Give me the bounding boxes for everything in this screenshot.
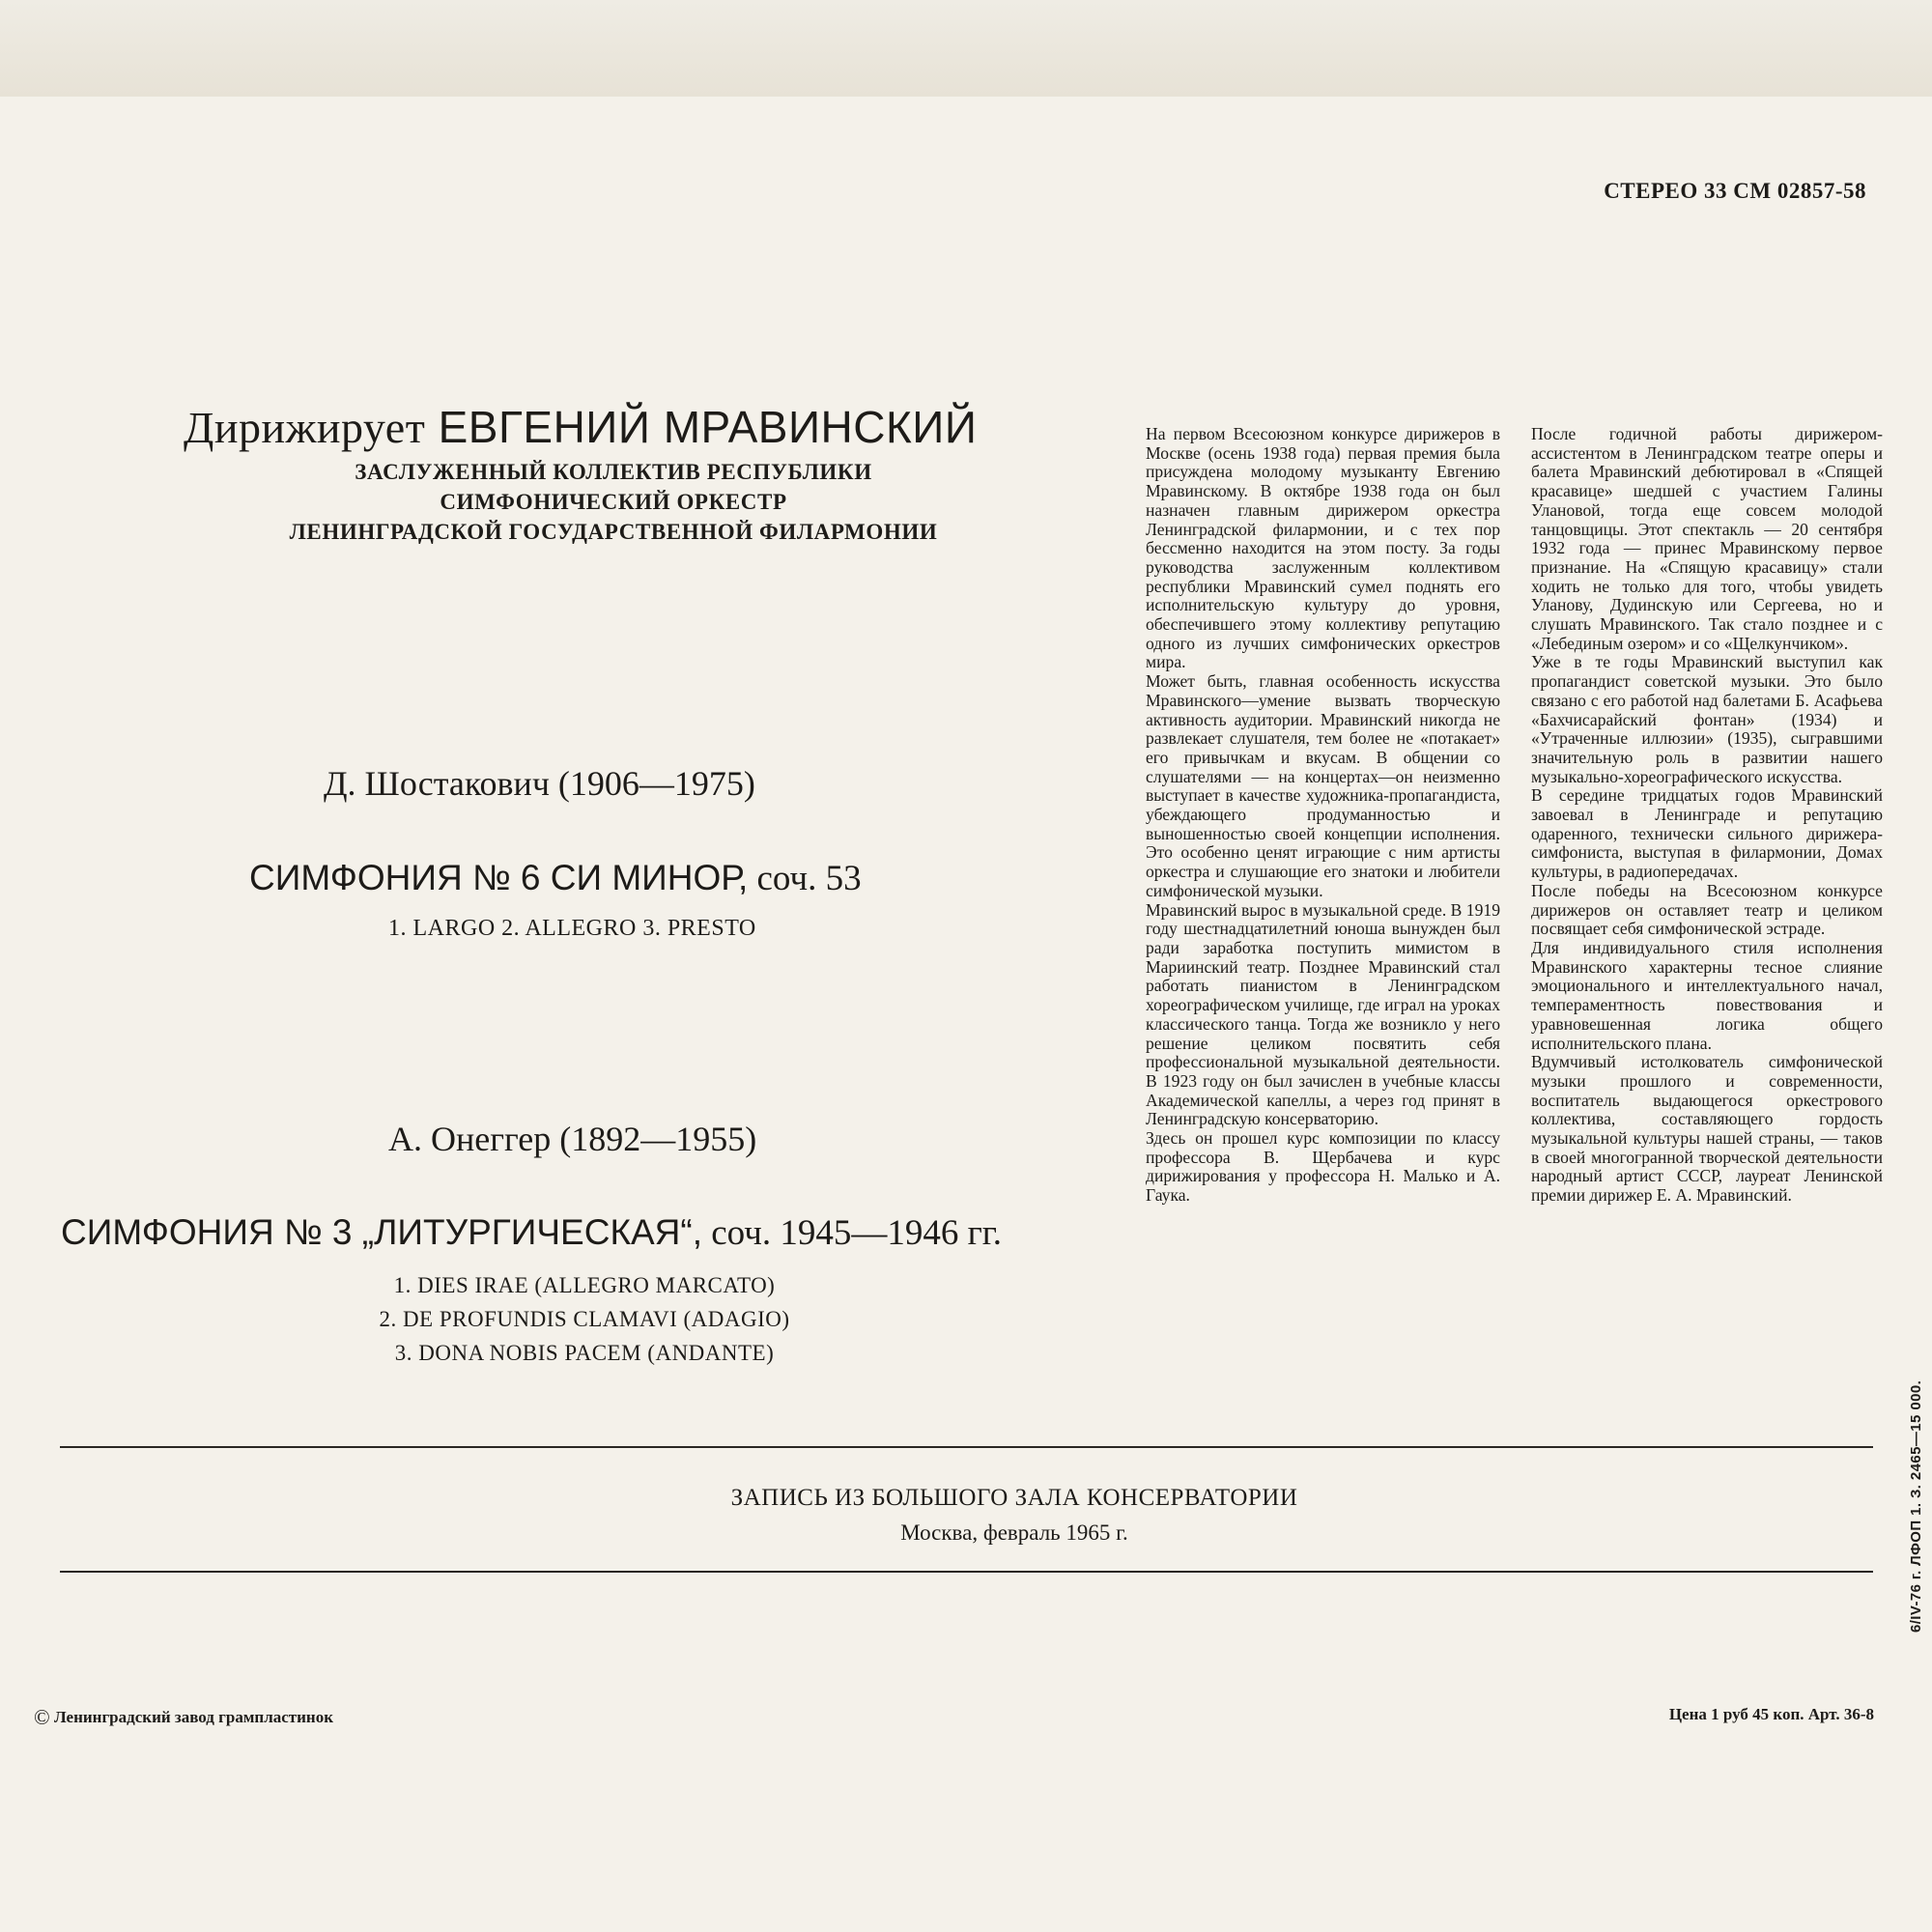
liner-paragraph: В середине тридцатых годов Мравинский завоевал в Ленинграде и репутацию одаренного, технически сильного дирижера-симфониста, выступая в филармонии, Домах культуры, в радиопередачах. [1531, 785, 1883, 882]
divider [60, 1571, 1873, 1573]
orchestra-line: ЗАСЛУЖЕННЫЙ КОЛЛЕКТИВ РЕСПУБЛИКИ [355, 460, 872, 484]
copyright-icon: © [34, 1705, 50, 1729]
composer-honegger: А. Онеггер (1892—1955) [388, 1120, 757, 1158]
orchestra-line: ЛЕНИНГРАДСКОЙ ГОСУДАРСТВЕННОЙ ФИЛАРМОНИИ [289, 520, 938, 544]
work-opus: соч. 53 [756, 859, 862, 898]
work-opus: соч. 1945—1946 гг. [711, 1213, 1003, 1253]
work-title [61, 1212, 1002, 1254]
liner-paragraph: Может быть, главная особенность искусства Мравинского—умение вызвать творческую активность аудитории. Мравинский никогда не развлекает слушателя, тем более не «потакает» его привычкам и вкусам. В общении со слушателями — на концертах—он неизменно выступает в качестве художника-пропагандиста, убеждающего продуманностью и выношенностью своей концепции исполнения. Это особенно ценят играющие с ним артисты оркестра и слушающие его знатоки и любители симфонической музыки. [1146, 671, 1500, 900]
orchestra-line: СИМФОНИЧЕСКИЙ ОРКЕСТР [440, 490, 787, 514]
conductor-name: ЕВГЕНИЙ МРАВИНСКИЙ [438, 402, 978, 452]
liner-paragraph: После победы на Всесоюзном конкурсе дирижеров он оставляет театр и целиком посвящает себя симфонической эстраде. [1531, 880, 1883, 939]
work-title-text: СИМФОНИЯ № 3 „ЛИТУРГИЧЕСКАЯ“, [61, 1212, 702, 1252]
liner-paragraph: Уже в те годы Мравинский выступил как пропагандист советской музыки. Это было связано с его работой над балетами Б. Асафьева «Бахчисарайский фонтан» (1934) и «Утраченные иллюзии» (1935), сыгравшими значительную роль в развитии нашего музыкально-хореографического искусства. [1531, 652, 1883, 786]
catalog-number: СТЕРЕО 33 СМ 02857-58 [1604, 179, 1866, 203]
movement-item: 2. DE PROFUNDIS CLAMAVI (ADAGIO) [379, 1307, 790, 1331]
recording-date: Москва, февраль 1965 г. [900, 1520, 1128, 1545]
movement-item: 1. DIES IRAE (ALLEGRO MARCATO) [393, 1273, 776, 1297]
conductor-prefix: Дирижирует [184, 403, 426, 452]
conductor-heading [184, 401, 977, 453]
liner-paragraph: Вдумчивый истолкователь симфонической музыки прошлого и современности, воспитатель выдающегося оркестрового коллектива, составляющего гордость музыкальной культуры нашей страны, — таков в своей многогранной творческой деятельности народный артист СССР, лауреат Ленинской премии дирижер Е. А. Мравинский. [1531, 1052, 1883, 1206]
work-title-text: СИМФОНИЯ № 6 СИ МИНОР, [249, 858, 749, 897]
copyright-text: Ленинградский завод грампластинок [53, 1708, 334, 1726]
liner-notes-left-column [1146, 425, 1500, 1206]
copyright-line [34, 1705, 333, 1730]
recording-venue: ЗАПИСЬ ИЗ БОЛЬШОГО ЗАЛА КОНСЕРВАТОРИИ [730, 1485, 1298, 1511]
liner-paragraph: После годичной работы дирижером-ассистентом в Ленинградском театре оперы и балета Мравинский дебютировал в «Спящей красавице» шедшей с участием Галины Улановой, тогда еще совсем молодой танцовщицы. Этот спектакль — 20 сентября 1932 года — принес Мравинскому первое признание. На «Спящую красавицу» стали ходить не только для того, чтобы увидеть Уланову, Дудинскую или Сергеева, но и слушать Мравинского. Так стало позднее и с «Лебединым озером» и со «Щелкунчиком». [1531, 424, 1883, 653]
sleeve-top-edge [0, 0, 1932, 97]
liner-paragraph: Здесь он прошел курс композиции по классу профессора В. Щербачева и курс дирижирования у профессора Н. Малько и А. Гаука. [1146, 1128, 1500, 1206]
print-code: 6/IV-76 г. ЛФОП 1. З. 2465—15 000. [1908, 1379, 1924, 1633]
liner-paragraph: Для индивидуального стиля исполнения Мравинского характерны тесное слияние эмоционального и интеллектуального начал, темпераментность повествования и уравновешенная логика общего исполнительского плана. [1531, 937, 1883, 1053]
movement-item: 3. DONA NOBIS PACEM (ANDANTE) [394, 1341, 775, 1365]
liner-notes-right-column [1531, 425, 1883, 1206]
divider [60, 1446, 1873, 1448]
work-title [249, 858, 862, 899]
liner-paragraph: Мравинский вырос в музыкальной среде. В 1919 году шестнадцатилетний юноша вынужден был ради заработка поступить мимистом в Мариинский театр. Позднее Мравинский стал работать пианистом в Ленинградском хореографическом училище, где играл на уроках классического танца. Тогда же возникло у него решение целиком посвятить себя профессиональной музыкальной деятельности. В 1923 году он был зачислен в учебные классы Академической капеллы, а через год принят в Ленинградскую консерваторию. [1146, 899, 1500, 1129]
movement-list: 1. LARGO 2. ALLEGRO 3. PRESTO [388, 916, 756, 941]
composer-shostakovich: Д. Шостакович (1906—1975) [324, 764, 755, 803]
price-line: Цена 1 руб 45 коп. Арт. 36-8 [1668, 1705, 1874, 1723]
liner-paragraph: На первом Всесоюзном конкурсе дирижеров в Москве (осень 1938 года) первая премия была присуждена молодому музыканту Евгению Мравинскому. В октябре 1938 года он был назначен главным дирижером оркестра Ленинградской филармонии, и с тех пор бессменно находится на этом посту. За годы руководства заслуженным коллективом республики Мравинский сумел поднять его исполнительскую культуру до уровня, обеспечившего этому коллективу репутацию одного из лучших симфонических оркестров мира. [1146, 424, 1500, 672]
